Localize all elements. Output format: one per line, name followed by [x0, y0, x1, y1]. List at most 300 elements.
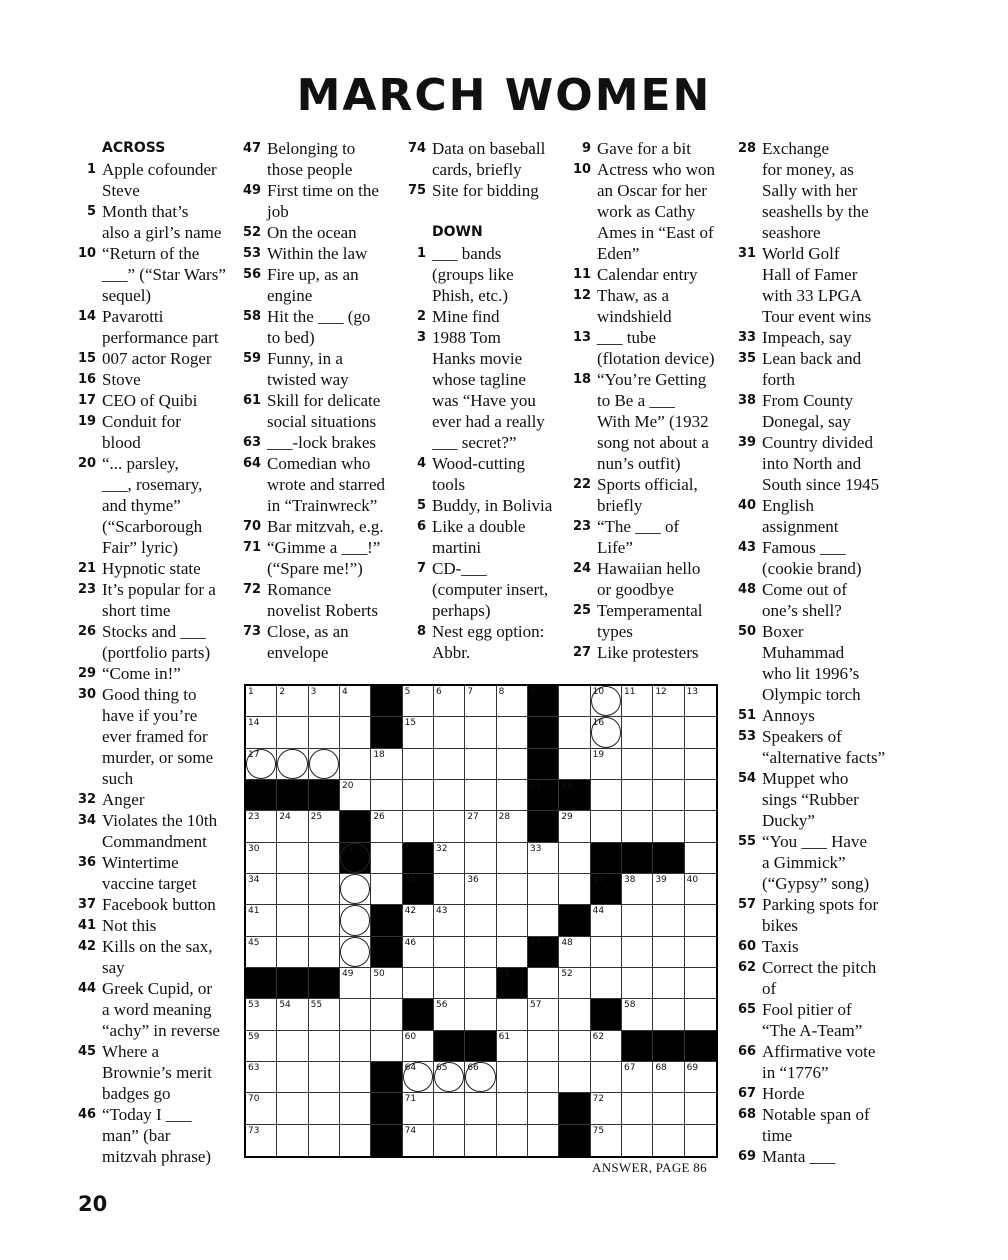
grid-cell[interactable]	[434, 717, 465, 748]
grid-cell[interactable]	[591, 1125, 622, 1156]
grid-cell[interactable]	[371, 999, 402, 1030]
grid-cell[interactable]	[685, 1125, 716, 1156]
grid-cell[interactable]	[246, 811, 277, 842]
grid-cell[interactable]	[622, 1125, 653, 1156]
clue-number: 2	[416, 309, 426, 324]
grid-cell[interactable]	[434, 1125, 465, 1156]
clue-item	[408, 138, 563, 180]
clue-text	[102, 621, 228, 663]
clue-text	[267, 222, 398, 243]
grid-cell[interactable]	[309, 843, 340, 874]
grid-cell[interactable]	[371, 811, 402, 842]
clue-number: 7	[416, 561, 426, 576]
clue-item	[243, 180, 398, 222]
grid-cell[interactable]	[622, 1093, 653, 1124]
clue-line: Life”	[597, 538, 633, 557]
grid-cell[interactable]	[403, 1125, 434, 1156]
grid-cell[interactable]	[559, 749, 590, 780]
grid-cell[interactable]	[559, 937, 590, 968]
clue-line: twisted way	[267, 370, 349, 389]
clue-number: 13	[573, 330, 592, 345]
grid-cell[interactable]	[465, 874, 496, 905]
grid-cell[interactable]	[591, 749, 622, 780]
grid-cell[interactable]	[340, 717, 371, 748]
cell-number: 37	[592, 875, 605, 885]
cell-number: 71	[404, 1094, 417, 1105]
grid-cell[interactable]	[497, 1093, 528, 1124]
grid-cell[interactable]	[309, 905, 340, 936]
clue-line: Affirmative vote	[762, 1042, 876, 1061]
grid-block	[246, 780, 277, 811]
grid-block	[309, 780, 340, 811]
grid-cell[interactable]	[497, 811, 528, 842]
grid-cell[interactable]	[622, 999, 653, 1030]
grid-cell[interactable]	[559, 686, 590, 717]
grid-cell[interactable]	[622, 968, 653, 999]
clue-number: 22	[573, 477, 592, 492]
grid-cell[interactable]	[371, 968, 402, 999]
clue-item	[243, 138, 398, 180]
grid-cell[interactable]	[465, 1093, 496, 1124]
clue-number: 10	[573, 162, 592, 177]
grid-cell[interactable]	[559, 811, 590, 842]
grid-cell[interactable]	[559, 874, 590, 905]
clue-number: 60	[738, 939, 757, 954]
grid-cell[interactable]	[340, 874, 371, 905]
grid-cell[interactable]	[309, 749, 340, 780]
cell-number: 55	[310, 1000, 323, 1011]
clue-item	[243, 306, 398, 348]
clue-item	[573, 516, 728, 558]
clue-line: “Return of the	[102, 244, 200, 263]
grid-cell[interactable]	[465, 905, 496, 936]
grid-cell[interactable]	[528, 1125, 559, 1156]
grid-cell[interactable]	[277, 1062, 308, 1093]
clue-text	[762, 1083, 893, 1104]
grid-cell[interactable]	[497, 937, 528, 968]
grid-cell[interactable]	[403, 780, 434, 811]
grid-cell[interactable]	[653, 780, 684, 811]
grid-cell[interactable]	[528, 1093, 559, 1124]
grid-cell[interactable]	[246, 999, 277, 1030]
grid-cell[interactable]	[622, 937, 653, 968]
grid-cell[interactable]	[403, 1093, 434, 1124]
grid-cell[interactable]	[371, 874, 402, 905]
grid-cell[interactable]	[340, 1031, 371, 1062]
grid-cell[interactable]	[340, 968, 371, 999]
grid-cell[interactable]	[246, 1093, 277, 1124]
grid-cell[interactable]	[559, 843, 590, 874]
clue-text	[597, 159, 728, 264]
grid-cell[interactable]	[685, 843, 716, 874]
grid-cell[interactable]	[591, 1062, 622, 1093]
grid-cell[interactable]	[528, 999, 559, 1030]
grid-cell[interactable]	[340, 937, 371, 968]
grid-cell[interactable]	[277, 843, 308, 874]
grid-cell[interactable]	[497, 874, 528, 905]
clue-line: who lit 1996’s	[762, 664, 860, 683]
clue-line: tools	[432, 475, 466, 494]
grid-cell[interactable]	[246, 874, 277, 905]
grid-cell[interactable]	[591, 968, 622, 999]
grid-cell[interactable]	[653, 968, 684, 999]
clue-item	[78, 789, 228, 810]
grid-cell[interactable]	[434, 811, 465, 842]
grid-cell[interactable]	[497, 780, 528, 811]
grid-cell[interactable]	[653, 811, 684, 842]
grid-cell[interactable]	[591, 905, 622, 936]
clue-line: also a girl’s name	[102, 223, 222, 242]
grid-cell[interactable]	[309, 1062, 340, 1093]
grid-cell[interactable]	[309, 874, 340, 905]
grid-cell[interactable]	[340, 780, 371, 811]
grid-cell[interactable]	[685, 1093, 716, 1124]
grid-cell[interactable]	[465, 999, 496, 1030]
clue-item	[738, 936, 893, 957]
grid-cell[interactable]	[497, 905, 528, 936]
grid-cell[interactable]	[309, 937, 340, 968]
grid-cell[interactable]	[309, 1031, 340, 1062]
clue-number: 33	[738, 330, 757, 345]
grid-cell[interactable]	[340, 749, 371, 780]
clue-number: 8	[416, 624, 426, 639]
cell-number: 23	[248, 812, 260, 823]
grid-cell[interactable]	[685, 968, 716, 999]
grid-cell[interactable]	[434, 874, 465, 905]
grid-cell[interactable]	[403, 1062, 434, 1093]
grid-cell[interactable]	[246, 1031, 277, 1062]
grid-cell[interactable]	[497, 999, 528, 1030]
grid-cell[interactable]	[559, 1062, 590, 1093]
clue-text	[102, 558, 228, 579]
grid-cell[interactable]	[434, 686, 465, 717]
grid-cell[interactable]	[277, 937, 308, 968]
clue-number: 61	[243, 393, 262, 408]
clue-number: 34	[78, 813, 97, 828]
clue-number: 11	[573, 267, 592, 282]
clue-item	[408, 558, 563, 621]
grid-cell[interactable]	[591, 717, 622, 748]
grid-cell[interactable]	[591, 1093, 622, 1124]
grid-cell[interactable]	[277, 1031, 308, 1062]
grid-cell[interactable]	[277, 717, 308, 748]
grid-cell[interactable]	[685, 999, 716, 1030]
grid-cell[interactable]	[622, 717, 653, 748]
grid-cell[interactable]	[403, 968, 434, 999]
grid-cell[interactable]	[371, 1031, 402, 1062]
clue-text	[762, 348, 893, 390]
grid-cell[interactable]	[685, 780, 716, 811]
grid-cell[interactable]	[434, 999, 465, 1030]
grid-cell[interactable]	[653, 1062, 684, 1093]
clue-item	[738, 348, 893, 390]
grid-cell[interactable]	[340, 999, 371, 1030]
grid-cell[interactable]	[528, 905, 559, 936]
grid-cell[interactable]	[246, 686, 277, 717]
clue-text	[102, 789, 228, 810]
grid-cell[interactable]	[497, 1125, 528, 1156]
clue-item	[738, 705, 893, 726]
grid-cell[interactable]	[403, 717, 434, 748]
grid-cell[interactable]	[559, 1031, 590, 1062]
grid-cell[interactable]	[371, 749, 402, 780]
grid-cell[interactable]	[653, 686, 684, 717]
grid-cell[interactable]	[685, 874, 716, 905]
clue-line: for money, as	[762, 160, 854, 179]
grid-cell[interactable]	[465, 717, 496, 748]
grid-cell[interactable]	[559, 968, 590, 999]
grid-block	[528, 811, 559, 842]
grid-cell[interactable]	[528, 968, 559, 999]
grid-cell[interactable]	[559, 717, 590, 748]
grid-cell[interactable]	[403, 749, 434, 780]
grid-cell[interactable]	[497, 717, 528, 748]
clue-line: one’s shell?	[762, 601, 842, 620]
grid-block	[371, 1125, 402, 1156]
grid-cell[interactable]	[465, 1062, 496, 1093]
grid-cell[interactable]	[591, 1031, 622, 1062]
grid-cell[interactable]	[309, 717, 340, 748]
grid-cell[interactable]	[465, 968, 496, 999]
clue-item	[243, 516, 398, 537]
clue-item	[243, 243, 398, 264]
grid-cell[interactable]	[497, 1031, 528, 1062]
grid-cell[interactable]	[653, 999, 684, 1030]
grid-cell[interactable]	[434, 1062, 465, 1093]
clue-item	[738, 537, 893, 579]
grid-cell[interactable]	[246, 1125, 277, 1156]
grid-cell[interactable]	[434, 905, 465, 936]
grid-cell[interactable]	[434, 1093, 465, 1124]
grid-cell[interactable]	[528, 1062, 559, 1093]
grid-cell[interactable]	[685, 811, 716, 842]
clue-number: 47	[243, 141, 262, 156]
grid-cell[interactable]	[497, 843, 528, 874]
grid-cell[interactable]	[591, 937, 622, 968]
clue-line: Donegal, say	[762, 412, 851, 431]
grid-cell[interactable]	[309, 686, 340, 717]
cell-number: 52	[561, 969, 573, 979]
clue-item	[573, 558, 728, 600]
grid-cell[interactable]	[465, 1125, 496, 1156]
grid-cell[interactable]	[403, 1031, 434, 1062]
grid-cell[interactable]	[591, 811, 622, 842]
clue-item	[78, 810, 228, 852]
grid-cell[interactable]	[246, 905, 277, 936]
clue-number: 16	[78, 372, 97, 387]
grid-cell[interactable]	[340, 686, 371, 717]
grid-block	[277, 968, 308, 999]
grid-cell[interactable]	[277, 1093, 308, 1124]
clue-line: Comedian who	[267, 454, 371, 473]
grid-cell[interactable]	[465, 780, 496, 811]
grid-cell[interactable]	[371, 780, 402, 811]
grid-block	[559, 905, 590, 936]
cell-number: 61	[498, 1031, 511, 1042]
grid-cell[interactable]	[622, 749, 653, 780]
grid-cell[interactable]	[277, 686, 308, 717]
grid-cell[interactable]	[465, 749, 496, 780]
clue-line: Data on baseball	[432, 139, 546, 158]
clue-line: From County	[762, 391, 854, 410]
clue-text	[762, 537, 893, 579]
grid-cell[interactable]	[622, 1062, 653, 1093]
clue-line: Funny, in a	[267, 349, 343, 368]
grid-cell[interactable]	[246, 1062, 277, 1093]
clue-text	[432, 516, 563, 558]
grid-cell[interactable]	[434, 843, 465, 874]
grid-cell[interactable]	[528, 874, 559, 905]
grid-cell[interactable]	[340, 1093, 371, 1124]
grid-cell[interactable]	[277, 1125, 308, 1156]
grid-cell[interactable]	[685, 717, 716, 748]
clue-line: Calendar entry	[597, 265, 698, 284]
clue-item	[738, 390, 893, 432]
grid-cell[interactable]	[403, 811, 434, 842]
grid-cell[interactable]	[246, 717, 277, 748]
grid-cell[interactable]	[403, 686, 434, 717]
clue-line: South since 1945	[762, 475, 880, 494]
clue-line: “... parsley,	[102, 454, 179, 473]
grid-cell[interactable]	[622, 811, 653, 842]
clue-text	[762, 432, 893, 495]
clue-line: Eden”	[597, 244, 640, 263]
grid-cell[interactable]	[622, 780, 653, 811]
grid-cell[interactable]	[685, 749, 716, 780]
cell-number: 32	[436, 843, 448, 854]
grid-cell[interactable]	[685, 905, 716, 936]
clue-item	[738, 495, 893, 537]
grid-cell[interactable]	[309, 1093, 340, 1124]
answer-note: ANSWER, PAGE 86	[592, 1160, 707, 1175]
clue-item	[78, 978, 228, 1041]
clue-line: ___, rosemary,	[102, 475, 203, 494]
page-title: MARCH WOMEN	[296, 70, 712, 121]
grid-cell[interactable]	[309, 999, 340, 1030]
grid-cell[interactable]	[653, 717, 684, 748]
clue-number: 20	[78, 456, 97, 471]
clue-number: 74	[408, 141, 427, 156]
grid-block	[465, 1031, 496, 1062]
grid-cell[interactable]	[528, 1031, 559, 1062]
grid-cell[interactable]	[591, 686, 622, 717]
grid-cell[interactable]	[685, 686, 716, 717]
grid-cell[interactable]	[528, 843, 559, 874]
grid-cell[interactable]	[497, 1062, 528, 1093]
grid-cell[interactable]	[465, 811, 496, 842]
clue-item	[408, 306, 563, 327]
clue-text	[597, 327, 728, 369]
clue-column-1	[78, 138, 228, 1167]
grid-cell[interactable]	[622, 905, 653, 936]
grid-cell[interactable]	[246, 937, 277, 968]
cell-number: 75	[592, 1125, 605, 1136]
clue-item	[738, 327, 893, 348]
clue-line: “alternative facts”	[762, 748, 886, 767]
grid-cell[interactable]	[277, 749, 308, 780]
grid-block	[403, 843, 434, 874]
grid-cell[interactable]	[685, 1062, 716, 1093]
clue-line: vaccine target	[102, 874, 197, 893]
grid-cell[interactable]	[497, 749, 528, 780]
grid-cell[interactable]	[653, 874, 684, 905]
cell-number: 5	[404, 687, 411, 697]
clue-text	[102, 453, 228, 558]
grid-cell[interactable]	[403, 937, 434, 968]
grid-cell[interactable]	[434, 968, 465, 999]
clue-line: Speakers of	[762, 727, 842, 746]
grid-cell[interactable]	[434, 780, 465, 811]
cell-number: 63	[248, 1063, 260, 1073]
grid-cell[interactable]	[277, 905, 308, 936]
grid-cell[interactable]	[559, 999, 590, 1030]
clue-line: “The ___ of	[597, 517, 680, 536]
grid-cell[interactable]	[371, 843, 402, 874]
cell-number: 11	[624, 687, 636, 697]
clue-number: 1	[86, 162, 96, 177]
grid-cell[interactable]	[622, 874, 653, 905]
clue-line: seashells by the	[762, 202, 869, 221]
clue-text	[762, 894, 893, 936]
clue-number: 75	[408, 183, 427, 198]
grid-cell[interactable]	[497, 686, 528, 717]
cell-number: 40	[686, 875, 699, 885]
clue-line: “You ___ Have	[762, 832, 867, 851]
grid-cell[interactable]	[277, 811, 308, 842]
clue-item	[573, 159, 728, 264]
clue-line: Greek Cupid, or	[102, 979, 213, 998]
grid-cell[interactable]	[246, 843, 277, 874]
grid-cell[interactable]	[622, 686, 653, 717]
grid-cell[interactable]	[340, 1125, 371, 1156]
grid-cell[interactable]	[591, 780, 622, 811]
grid-cell[interactable]	[653, 1093, 684, 1124]
grid-cell[interactable]	[685, 937, 716, 968]
grid-cell[interactable]	[309, 811, 340, 842]
grid-cell[interactable]	[403, 905, 434, 936]
grid-cell[interactable]	[277, 999, 308, 1030]
grid-cell[interactable]	[434, 937, 465, 968]
grid-cell[interactable]	[653, 937, 684, 968]
clue-text	[762, 705, 893, 726]
grid-cell[interactable]	[340, 905, 371, 936]
grid-cell[interactable]	[465, 686, 496, 717]
clue-line: Good thing to	[102, 685, 197, 704]
clue-line: CEO of Quibi	[102, 391, 198, 410]
clue-number: 45	[78, 1044, 97, 1059]
grid-cell[interactable]	[653, 1125, 684, 1156]
clue-number: 42	[78, 939, 97, 954]
clue-line: With Me” (1932	[597, 412, 709, 431]
grid-cell[interactable]	[653, 749, 684, 780]
grid-cell[interactable]	[653, 905, 684, 936]
clue-number: 6	[416, 519, 426, 534]
grid-cell[interactable]	[246, 749, 277, 780]
clue-text	[102, 390, 228, 411]
grid-cell[interactable]	[309, 1125, 340, 1156]
clue-line: ___ tube	[597, 328, 657, 347]
clue-number: 66	[738, 1044, 757, 1059]
clue-text	[762, 579, 893, 621]
clue-line: such	[102, 769, 134, 788]
grid-cell[interactable]	[340, 1062, 371, 1093]
grid-cell[interactable]	[434, 749, 465, 780]
grid-cell[interactable]	[465, 937, 496, 968]
clue-line: Muhammad	[762, 643, 845, 662]
grid-cell[interactable]	[277, 874, 308, 905]
grid-cell[interactable]	[465, 843, 496, 874]
clue-item	[738, 138, 893, 243]
